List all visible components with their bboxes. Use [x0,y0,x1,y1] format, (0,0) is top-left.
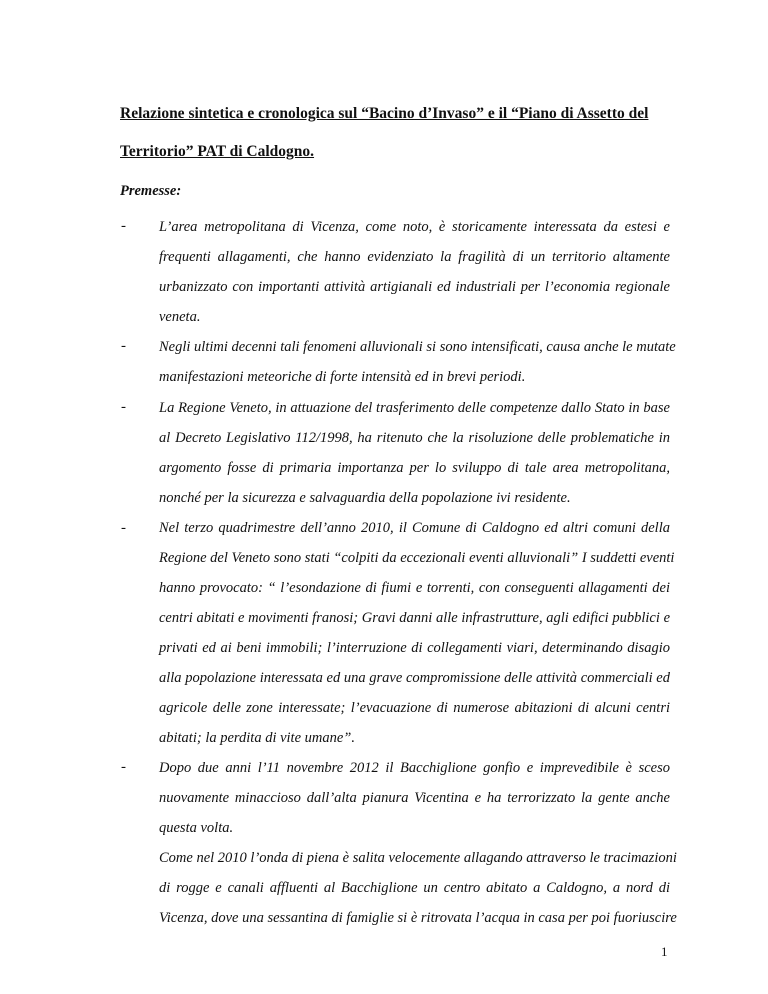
page-number: 1 [661,944,668,959]
list-dash: - [121,218,126,235]
list-item-line: La Regione Veneto, in attuazione del trasferimento delle competenze dallo Stato in base [159,399,670,416]
list-dash: - [121,338,126,355]
list-item-line: agricole delle zone interessate; l’evacuazione di numerose abitazioni di alcuni centri [159,700,670,717]
list-item-line: centri abitati e movimenti franosi; Gravi danni alle infrastrutture, agli edifici pubblici e [159,610,670,627]
list-item-line: L’area metropolitana di Vicenza, come noto, è storicamente interessata da estesi e [159,219,670,235]
list-item-line: nuovamente minaccioso dall’alta pianura Vicentina e ha terrorizzato la gente anche [159,790,670,807]
list-item-line: Vicenza, dove una sessantina di famiglie si è ritrovata l’acqua in casa per poi fuoriuscire [159,910,677,926]
list-item-line: Regione del Veneto sono stati “colpiti da eccezionali eventi alluvionali” I suddetti eventi [159,550,675,567]
list-item-line: abitati; la perdita di vite umane”. [159,730,355,747]
list-item-line: argomento fosse di primaria importanza per lo sviluppo di tale area metropolitana, [159,459,670,476]
list-item-line: frequenti allagamenti, che hanno evidenziato la fragilità di un territorio altamente [159,248,670,265]
document-title-line-1: Relazione sintetica e cronologica sul “Bacino d’Invaso” e il “Piano di Assetto del [120,105,649,122]
list-item-line: hanno provocato: “ l’esondazione di fiumi e torrenti, con conseguenti allagamenti dei [159,580,670,597]
list-item-line: al Decreto Legislativo 112/1998, ha ritenuto che la risoluzione delle problematiche in [159,429,670,446]
list-item-line: veneta. [159,308,201,325]
list-dash: - [121,759,126,776]
list-item-line: urbanizzato con importanti attività artigianali ed industriali per l’economia regionale [159,278,670,295]
list-item-line: questa volta. [159,820,234,837]
list-item-line: Negli ultimi decenni tali fenomeni alluvionali si sono intensificati, causa anche le mutate [159,338,676,355]
list-item-line: Nel terzo quadrimestre dell’anno 2010, il Comune di Caldogno ed altri comuni della [159,520,670,537]
list-dash: - [121,519,126,536]
list-item-line: privati ed ai beni immobili; l’interruzione di collegamenti viari, determinando disagio [159,640,670,657]
list-item-line: manifestazioni meteoriche di forte intensità ed in brevi periodi. [159,368,526,385]
section-subheading: Premesse: [120,183,182,199]
document-title-line-2: Territorio” PAT di Caldogno. [120,143,315,160]
list-item-line: di rogge e canali affluenti al Bacchiglione un centro abitato a Caldogno, a nord di [159,880,670,897]
list-item-line: Come nel 2010 l’onda di piena è salita velocemente allagando attraverso le tracimazioni [159,850,677,867]
list-item-line: nonché per la sicurezza e salvaguardia della popolazione ivi residente. [159,489,571,506]
list-item-line: Dopo due anni l’11 novembre 2012 il Bacchiglione gonfio e imprevedibile è sceso [159,760,670,777]
list-item-line: alla popolazione interessata ed una grave compromissione delle attività commerciali ed [159,670,670,687]
list-dash: - [121,398,126,415]
